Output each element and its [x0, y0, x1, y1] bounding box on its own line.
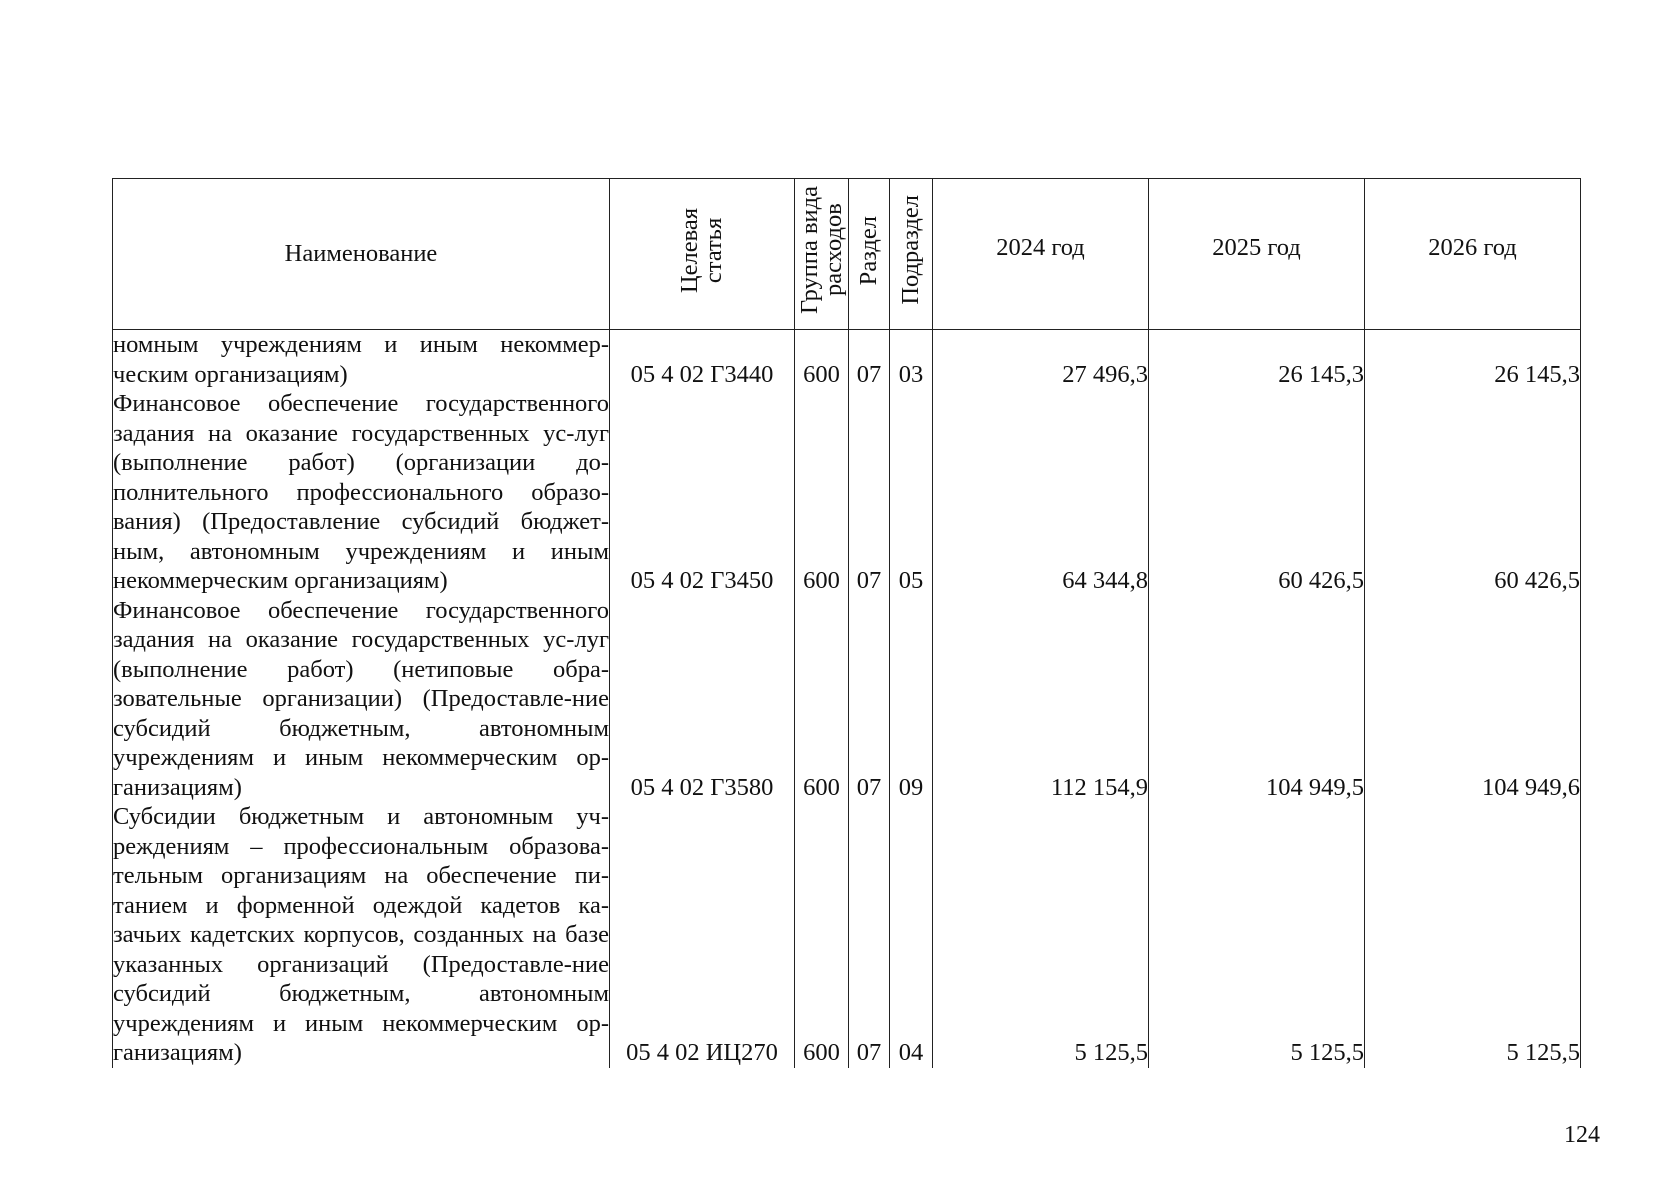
row-name: Финансовое обеспечение государственного задания на оказание государственных ус-луг (выполнение работ) (нетиповые обра-зовательные организации) (Предоставле-ние субсидий бюджетным, автономным учреждениям и иным некоммерческим ор-ганизациям) — [113, 596, 609, 801]
header-name: Наименование — [113, 179, 610, 330]
row-section: 07 — [849, 596, 890, 803]
header-subsection: Подраздел — [890, 179, 933, 330]
table-row — [113, 330, 1581, 390]
row-subsection: 03 — [890, 330, 933, 390]
header-target-article: Целевая статья — [610, 179, 795, 330]
row-amount-2026: 5 125,5 — [1365, 802, 1581, 1068]
row-amount-2025: 5 125,5 — [1149, 802, 1365, 1068]
row-section: 07 — [849, 389, 890, 596]
row-subsection: 05 — [890, 389, 933, 596]
header-year-2026: 2026 год — [1365, 179, 1581, 330]
row-name: Финансовое обеспечение государственного задания на оказание государственных ус-луг (выполнение работ) (организации до-полнительного профессионального образо-вания) (Предоставление субсидий бюджет-ным, автономным учреждениям и иным некоммерческим организациям) — [113, 390, 609, 594]
row-section: 07 — [849, 330, 890, 390]
row-amount-2026: 104 949,6 — [1365, 596, 1581, 803]
row-amount-2025: 26 145,3 — [1149, 330, 1365, 390]
table-row — [113, 596, 1581, 803]
table-row — [113, 802, 1581, 1068]
row-name: номным учреждениям и иным некоммер-ческим организациям) — [113, 331, 609, 388]
row-amount-2025: 104 949,5 — [1149, 596, 1365, 803]
row-target-article: 05 4 02 Г3440 — [610, 330, 795, 390]
header-year-2025: 2025 год — [1149, 179, 1365, 330]
budget-table — [112, 178, 1581, 1068]
row-target-article: 05 4 02 Г3450 — [610, 389, 795, 596]
row-expense-group: 600 — [795, 389, 849, 596]
row-amount-2024: 5 125,5 — [933, 802, 1149, 1068]
page-number: 124 — [1564, 1122, 1600, 1148]
table-row — [113, 389, 1581, 596]
header-year-2024: 2024 год — [933, 179, 1149, 330]
row-expense-group: 600 — [795, 596, 849, 803]
row-name: Субсидии бюджетным и автономным уч-реждениям – профессиональным образова-тельным организациям на обеспечение пи-танием и форменной одеждой кадетов ка-зачьих кадетских корпусов, созданных на базе указанных организаций (Предоставле-ние субсидий бюджетным, автономным учреждениям и иным некоммерческим ор-ганизациям) — [113, 803, 609, 1066]
header-section: Раздел — [849, 179, 890, 330]
row-amount-2025: 60 426,5 — [1149, 389, 1365, 596]
table-header-row — [113, 179, 1581, 330]
row-subsection: 04 — [890, 802, 933, 1068]
row-expense-group: 600 — [795, 330, 849, 390]
header-expense-group: Группа вида расходов — [795, 179, 849, 330]
row-amount-2024: 27 496,3 — [933, 330, 1149, 390]
row-target-article: 05 4 02 ИЦ270 — [610, 802, 795, 1068]
row-subsection: 09 — [890, 596, 933, 803]
row-amount-2024: 64 344,8 — [933, 389, 1149, 596]
row-amount-2026: 26 145,3 — [1365, 330, 1581, 390]
row-expense-group: 600 — [795, 802, 849, 1068]
row-amount-2024: 112 154,9 — [933, 596, 1149, 803]
row-amount-2026: 60 426,5 — [1365, 389, 1581, 596]
row-section: 07 — [849, 802, 890, 1068]
row-target-article: 05 4 02 Г3580 — [610, 596, 795, 803]
